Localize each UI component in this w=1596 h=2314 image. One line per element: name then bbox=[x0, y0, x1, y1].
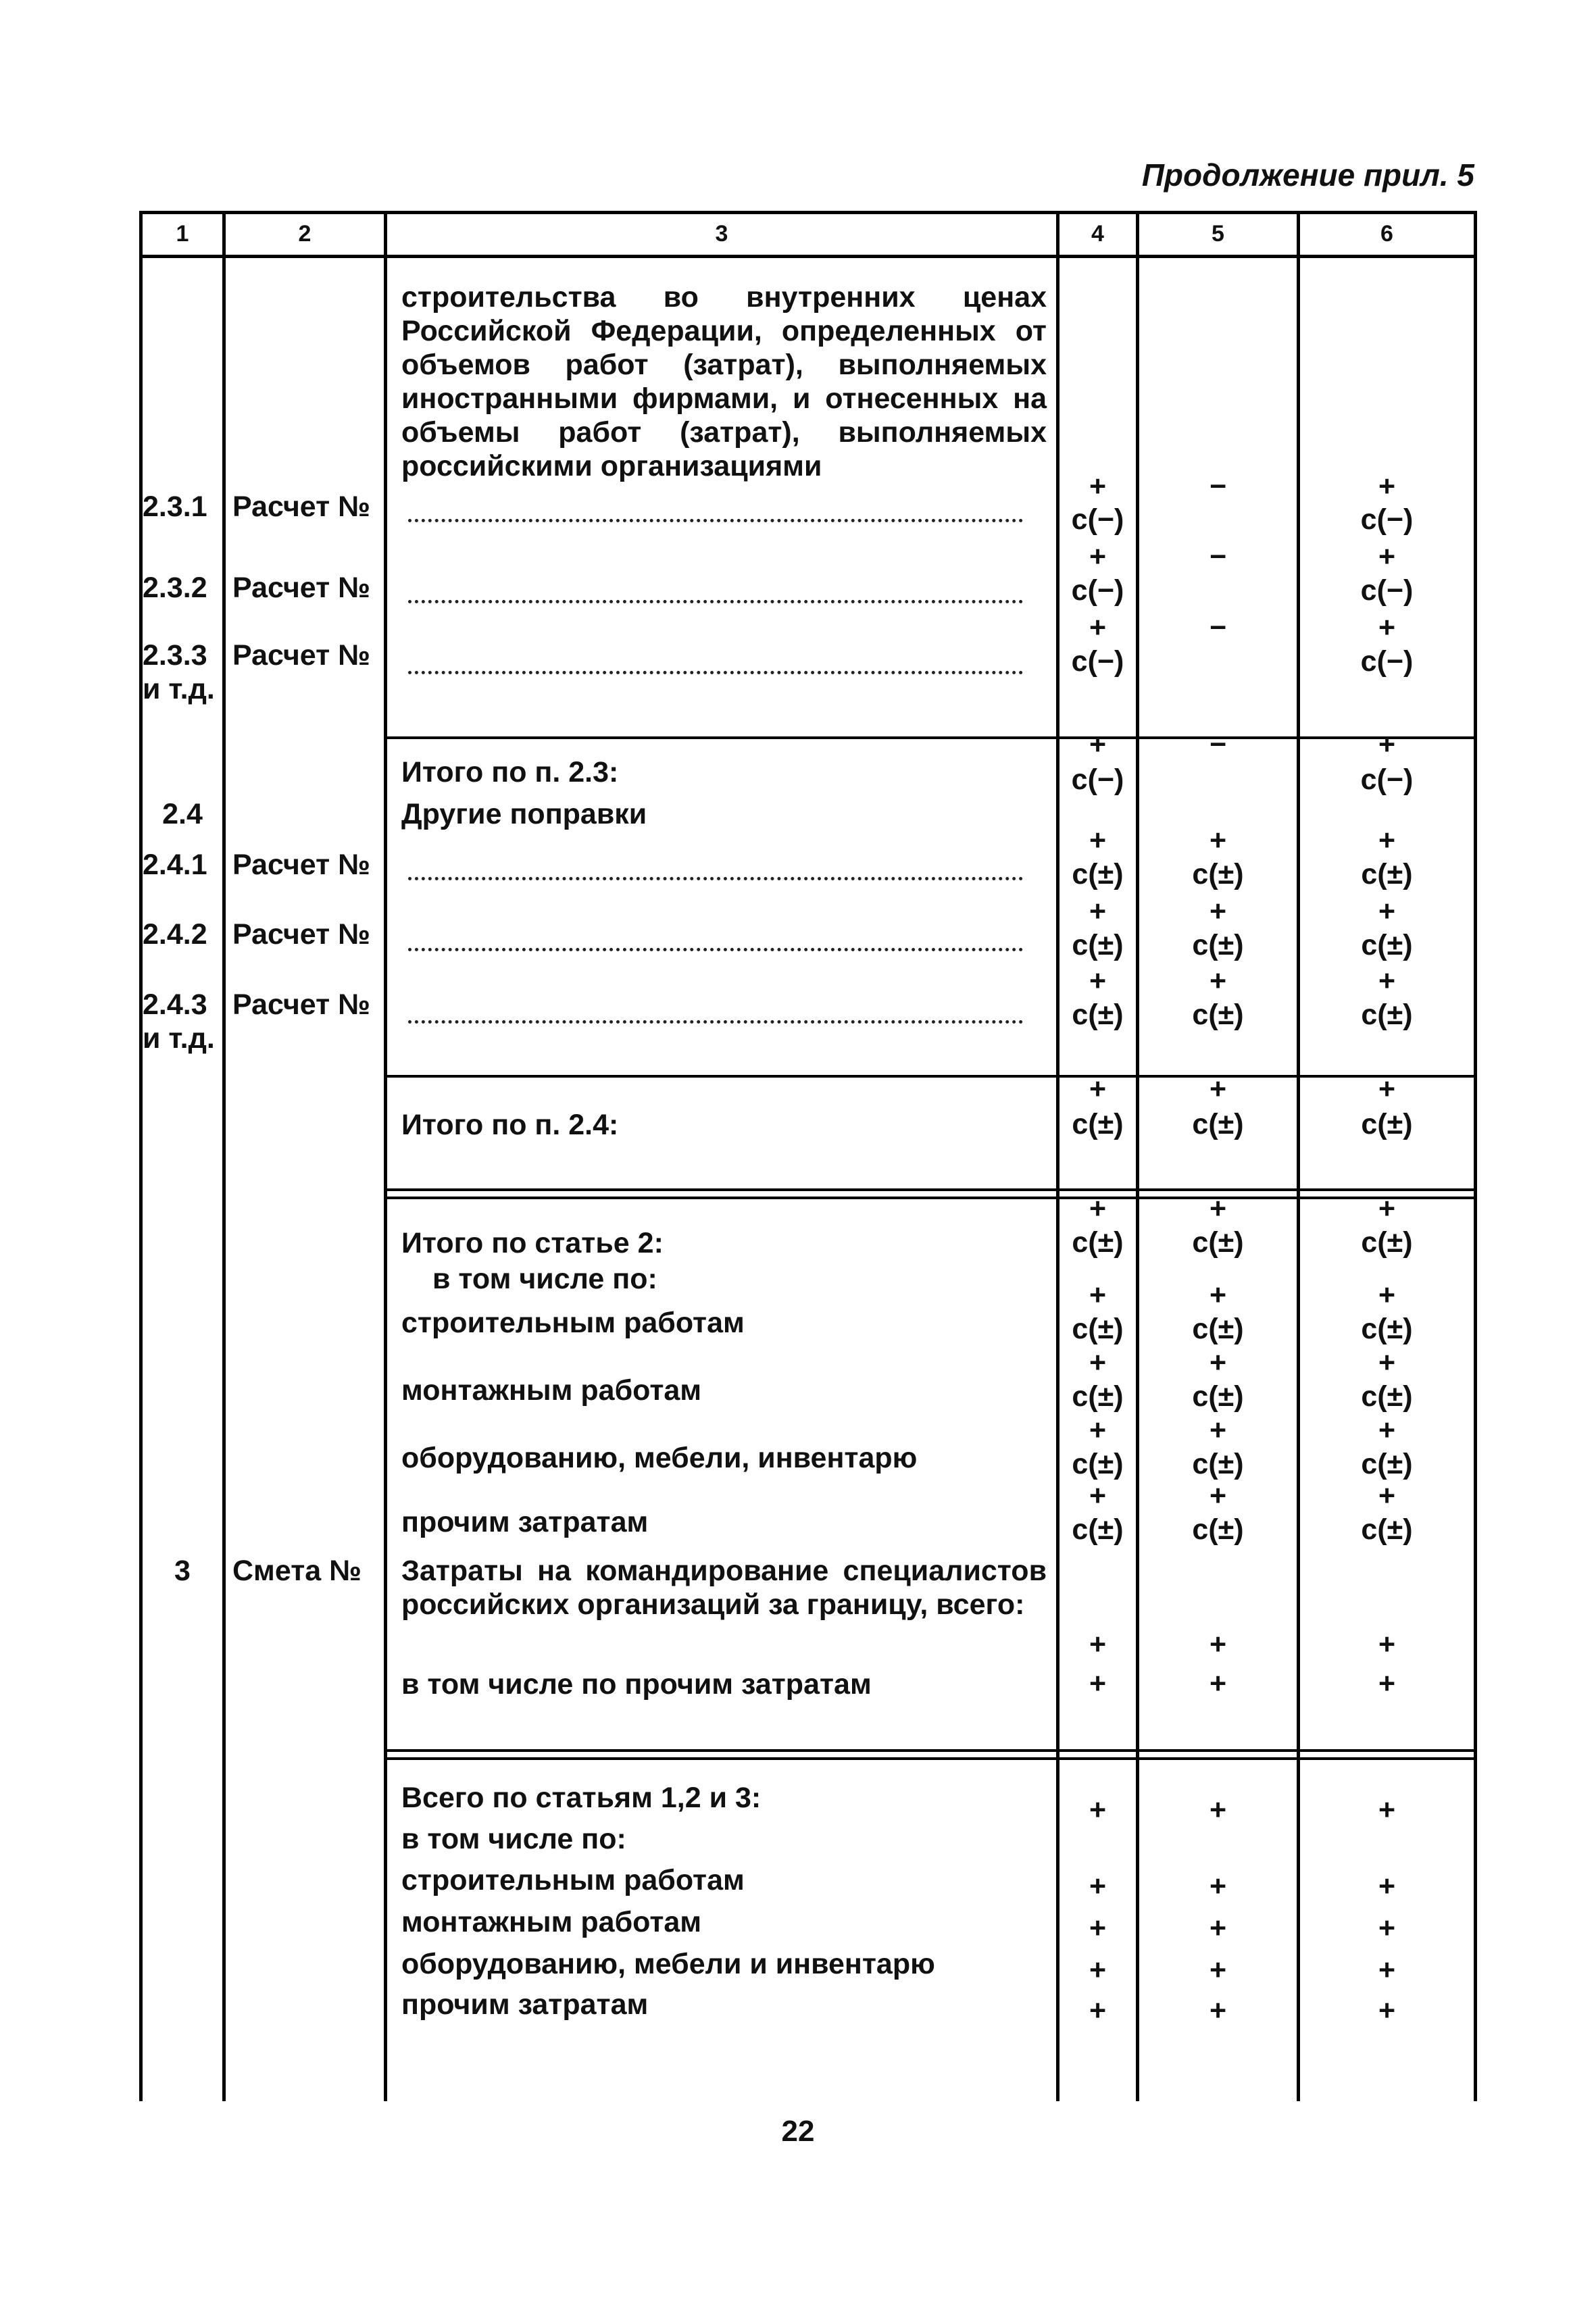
cell-col4-sign: + bbox=[1089, 1794, 1107, 1826]
cell-col4-sign: + bbox=[1089, 1347, 1107, 1379]
cell-col6-sign: + bbox=[1378, 1794, 1396, 1826]
item-label: оборудованию, мебели и инвентарю bbox=[401, 1948, 935, 1980]
cell-col6-value: с(±) bbox=[1361, 858, 1413, 890]
cell-col6-value: с(−) bbox=[1360, 503, 1414, 536]
row-document: Расчет № bbox=[232, 849, 371, 881]
col-header-4: 4 bbox=[1091, 221, 1104, 247]
grand-total-sub: в том числе по: bbox=[401, 1823, 626, 1855]
cell-col5-value: с(±) bbox=[1192, 929, 1244, 961]
cell-col4-value: с(±) bbox=[1072, 1108, 1124, 1140]
row-document: Смета № bbox=[232, 1555, 362, 1587]
cell-col4-value: с(±) bbox=[1072, 1380, 1124, 1413]
cell-col5-sign: + bbox=[1209, 895, 1227, 928]
item-label: монтажным работам bbox=[401, 1906, 702, 1938]
item-label: монтажным работам bbox=[401, 1374, 702, 1407]
cell-col5-value: с(±) bbox=[1192, 1448, 1244, 1480]
cell-col4-sign: + bbox=[1089, 1480, 1107, 1512]
row-number: 2.3.1 bbox=[143, 491, 207, 523]
cell-col5-sign: + bbox=[1209, 1994, 1227, 2027]
cell-col4-value: с(±) bbox=[1072, 1513, 1124, 1546]
col-rule-1-2 bbox=[222, 211, 226, 2101]
row-document: Расчет № bbox=[232, 639, 371, 672]
cell-col5-value: с(±) bbox=[1192, 1313, 1244, 1345]
cell-col5-sign: + bbox=[1209, 1192, 1227, 1225]
item-label: строительным работам bbox=[401, 1864, 745, 1896]
dot-leader bbox=[408, 600, 1023, 603]
cell-col6-value: с(±) bbox=[1361, 1313, 1413, 1345]
cell-col6-sign: + bbox=[1378, 1628, 1396, 1661]
dot-leader bbox=[408, 519, 1023, 522]
grand-total-label: Всего по статьям 1,2 и 3: bbox=[401, 1782, 762, 1814]
cell-col5-sign: + bbox=[1209, 1667, 1227, 1700]
cell-col6-sign: + bbox=[1378, 1414, 1396, 1447]
cell-col5-sign: + bbox=[1209, 1794, 1227, 1826]
dot-leader bbox=[408, 877, 1023, 880]
cell-col6-sign: + bbox=[1378, 1870, 1396, 1903]
cell-col5-sign: − bbox=[1209, 470, 1227, 503]
cell-col6-sign: + bbox=[1378, 1347, 1396, 1379]
total-24-label: Итого по п. 2.4: bbox=[401, 1109, 619, 1141]
col-rule-2-3 bbox=[384, 211, 387, 2101]
article3-text: Затраты на командирование специалистов российских организаций за границу, всего: bbox=[401, 1555, 1047, 1621]
cell-col5-sign: − bbox=[1209, 540, 1227, 573]
cell-col4-value: с(−) bbox=[1071, 503, 1124, 536]
cell-col6-sign: + bbox=[1378, 1073, 1396, 1105]
cell-col6-value: с(−) bbox=[1360, 645, 1414, 678]
total-art2-sub: в том числе по: bbox=[432, 1263, 657, 1295]
cell-col5-sign: − bbox=[1209, 611, 1227, 644]
row-number: 2.4.2 bbox=[143, 918, 207, 951]
cell-col6-sign: + bbox=[1378, 728, 1396, 761]
cell-col4-sign: + bbox=[1089, 470, 1107, 503]
col-header-2: 2 bbox=[298, 221, 311, 247]
section-24-label: Другие поправки bbox=[401, 798, 647, 830]
cell-col6-sign: + bbox=[1378, 1279, 1396, 1311]
cell-col6-value: с(±) bbox=[1361, 1448, 1413, 1480]
cell-col4-sign: + bbox=[1089, 611, 1107, 644]
cell-col6-value: с(±) bbox=[1361, 1380, 1413, 1413]
cell-col4-value: с(−) bbox=[1071, 763, 1124, 796]
cell-col4-sign: + bbox=[1089, 1667, 1107, 1700]
cell-col6-sign: + bbox=[1378, 1192, 1396, 1225]
cell-col6-sign: + bbox=[1378, 470, 1396, 503]
article3-other-label: в том числе по прочим затратам bbox=[401, 1668, 872, 1701]
cell-col5-sign: + bbox=[1209, 1279, 1227, 1311]
item-label: прочим затратам bbox=[401, 1988, 649, 2021]
dot-leader bbox=[408, 948, 1023, 951]
total-art2-label: Итого по статье 2: bbox=[401, 1227, 664, 1259]
cell-col4-value: с(−) bbox=[1071, 574, 1124, 607]
cell-col4-value: с(±) bbox=[1072, 929, 1124, 961]
cell-col4-value: с(±) bbox=[1072, 858, 1124, 890]
cell-col4-sign: + bbox=[1089, 728, 1107, 761]
cell-col5-sign: + bbox=[1209, 1480, 1227, 1512]
cell-col5-value: с(±) bbox=[1192, 1380, 1244, 1413]
cell-col5-value: с(±) bbox=[1192, 999, 1244, 1031]
cell-col4-value: с(−) bbox=[1071, 645, 1124, 678]
cell-col5-value: с(±) bbox=[1192, 1513, 1244, 1546]
cell-col6-sign: + bbox=[1378, 1667, 1396, 1700]
cell-col4-value: с(±) bbox=[1072, 1226, 1124, 1259]
header-bottom-rule bbox=[139, 255, 1477, 258]
cell-col5-sign: + bbox=[1209, 1912, 1227, 1944]
cell-col5-sign: + bbox=[1209, 1870, 1227, 1903]
row-number: 2.4.3 bbox=[143, 988, 207, 1021]
row-number: 2.3.3 bbox=[143, 639, 207, 672]
col-header-3: 3 bbox=[715, 221, 728, 247]
row-document: Расчет № bbox=[232, 572, 371, 604]
cell-col5-sign: + bbox=[1209, 824, 1227, 857]
cell-col4-sign: + bbox=[1089, 1912, 1107, 1944]
row-document: Расчет № bbox=[232, 988, 371, 1021]
cell-col4-value: с(±) bbox=[1072, 1448, 1124, 1480]
cell-col5-value: с(±) bbox=[1192, 858, 1244, 890]
cell-col5-sign: + bbox=[1209, 1628, 1227, 1661]
col-rule-right bbox=[1474, 211, 1477, 2101]
col-header-1: 1 bbox=[176, 221, 189, 247]
cell-col5-sign: − bbox=[1209, 728, 1227, 761]
cell-col4-value: с(±) bbox=[1072, 999, 1124, 1031]
cell-col4-sign: + bbox=[1089, 895, 1107, 928]
cell-col6-value: с(±) bbox=[1361, 1513, 1413, 1546]
cell-col4-sign: + bbox=[1089, 1994, 1107, 2027]
header-note: Продолжение прил. 5 bbox=[1141, 157, 1474, 193]
row-number-cont: и т.д. bbox=[143, 1022, 215, 1055]
cell-col4-value: с(±) bbox=[1072, 1313, 1124, 1345]
cell-col6-sign: + bbox=[1378, 611, 1396, 644]
dot-leader bbox=[408, 671, 1023, 674]
cell-col5-sign: + bbox=[1209, 1073, 1227, 1105]
cell-col4-sign: + bbox=[1089, 965, 1107, 997]
cell-col4-sign: + bbox=[1089, 540, 1107, 573]
col-header-5: 5 bbox=[1212, 221, 1224, 247]
cell-col4-sign: + bbox=[1089, 1954, 1107, 1986]
cell-col4-sign: + bbox=[1089, 824, 1107, 857]
item-label: прочим затратам bbox=[401, 1506, 649, 1538]
cell-col4-sign: + bbox=[1089, 1870, 1107, 1903]
item-label: оборудованию, мебели, инвентарю bbox=[401, 1442, 918, 1474]
dot-leader bbox=[408, 1020, 1023, 1024]
col-header-6: 6 bbox=[1380, 221, 1393, 247]
row-document: Расчет № bbox=[232, 918, 371, 951]
separator-grand-total bbox=[384, 1757, 1477, 1760]
row-number: 2.3.2 bbox=[143, 572, 207, 604]
cell-col6-value: с(−) bbox=[1360, 574, 1414, 607]
separator-total-24-bottom bbox=[384, 1188, 1477, 1191]
cell-col4-sign: + bbox=[1089, 1073, 1107, 1105]
item-label: строительным работам bbox=[401, 1307, 745, 1339]
cell-col6-value: с(−) bbox=[1360, 763, 1414, 796]
cell-col6-sign: + bbox=[1378, 895, 1396, 928]
cell-col4-sign: + bbox=[1089, 1414, 1107, 1447]
cell-col5-sign: + bbox=[1209, 965, 1227, 997]
cell-col6-sign: + bbox=[1378, 1912, 1396, 1944]
row-number: 2.4.1 bbox=[143, 849, 207, 881]
cell-col6-value: с(±) bbox=[1361, 999, 1413, 1031]
cell-col5-sign: + bbox=[1209, 1414, 1227, 1447]
cell-col6-sign: + bbox=[1378, 824, 1396, 857]
intro-paragraph: строительства во внутренних ценах Российской Федерации, определенных от объемов работ (затрат), выполняемых иностранными фирмами, и отнесенных на объемы работ (затрат), выполняемых российскими организациями bbox=[401, 281, 1047, 482]
cell-col6-sign: + bbox=[1378, 1994, 1396, 2027]
page-number: 22 bbox=[781, 2115, 815, 2148]
row-number: 2.4 bbox=[162, 798, 203, 830]
row-document: Расчет № bbox=[232, 491, 371, 523]
cell-col4-sign: + bbox=[1089, 1279, 1107, 1311]
cell-col6-value: с(±) bbox=[1361, 1226, 1413, 1259]
cell-col6-value: с(±) bbox=[1361, 1108, 1413, 1140]
row-number: 3 bbox=[174, 1555, 191, 1587]
cell-col6-sign: + bbox=[1378, 540, 1396, 573]
cell-col5-sign: + bbox=[1209, 1954, 1227, 1986]
total-23-label: Итого по п. 2.3: bbox=[401, 756, 619, 788]
cell-col5-value: с(±) bbox=[1192, 1226, 1244, 1259]
cell-col5-sign: + bbox=[1209, 1347, 1227, 1379]
cell-col5-value: с(±) bbox=[1192, 1108, 1244, 1140]
cell-col4-sign: + bbox=[1089, 1192, 1107, 1225]
cell-col6-sign: + bbox=[1378, 965, 1396, 997]
row-number-cont: и т.д. bbox=[143, 673, 215, 705]
separator-grand-total-top bbox=[384, 1749, 1477, 1752]
cell-col6-value: с(±) bbox=[1361, 929, 1413, 961]
cell-col6-sign: + bbox=[1378, 1480, 1396, 1512]
cell-col4-sign: + bbox=[1089, 1628, 1107, 1661]
cell-col6-sign: + bbox=[1378, 1954, 1396, 1986]
